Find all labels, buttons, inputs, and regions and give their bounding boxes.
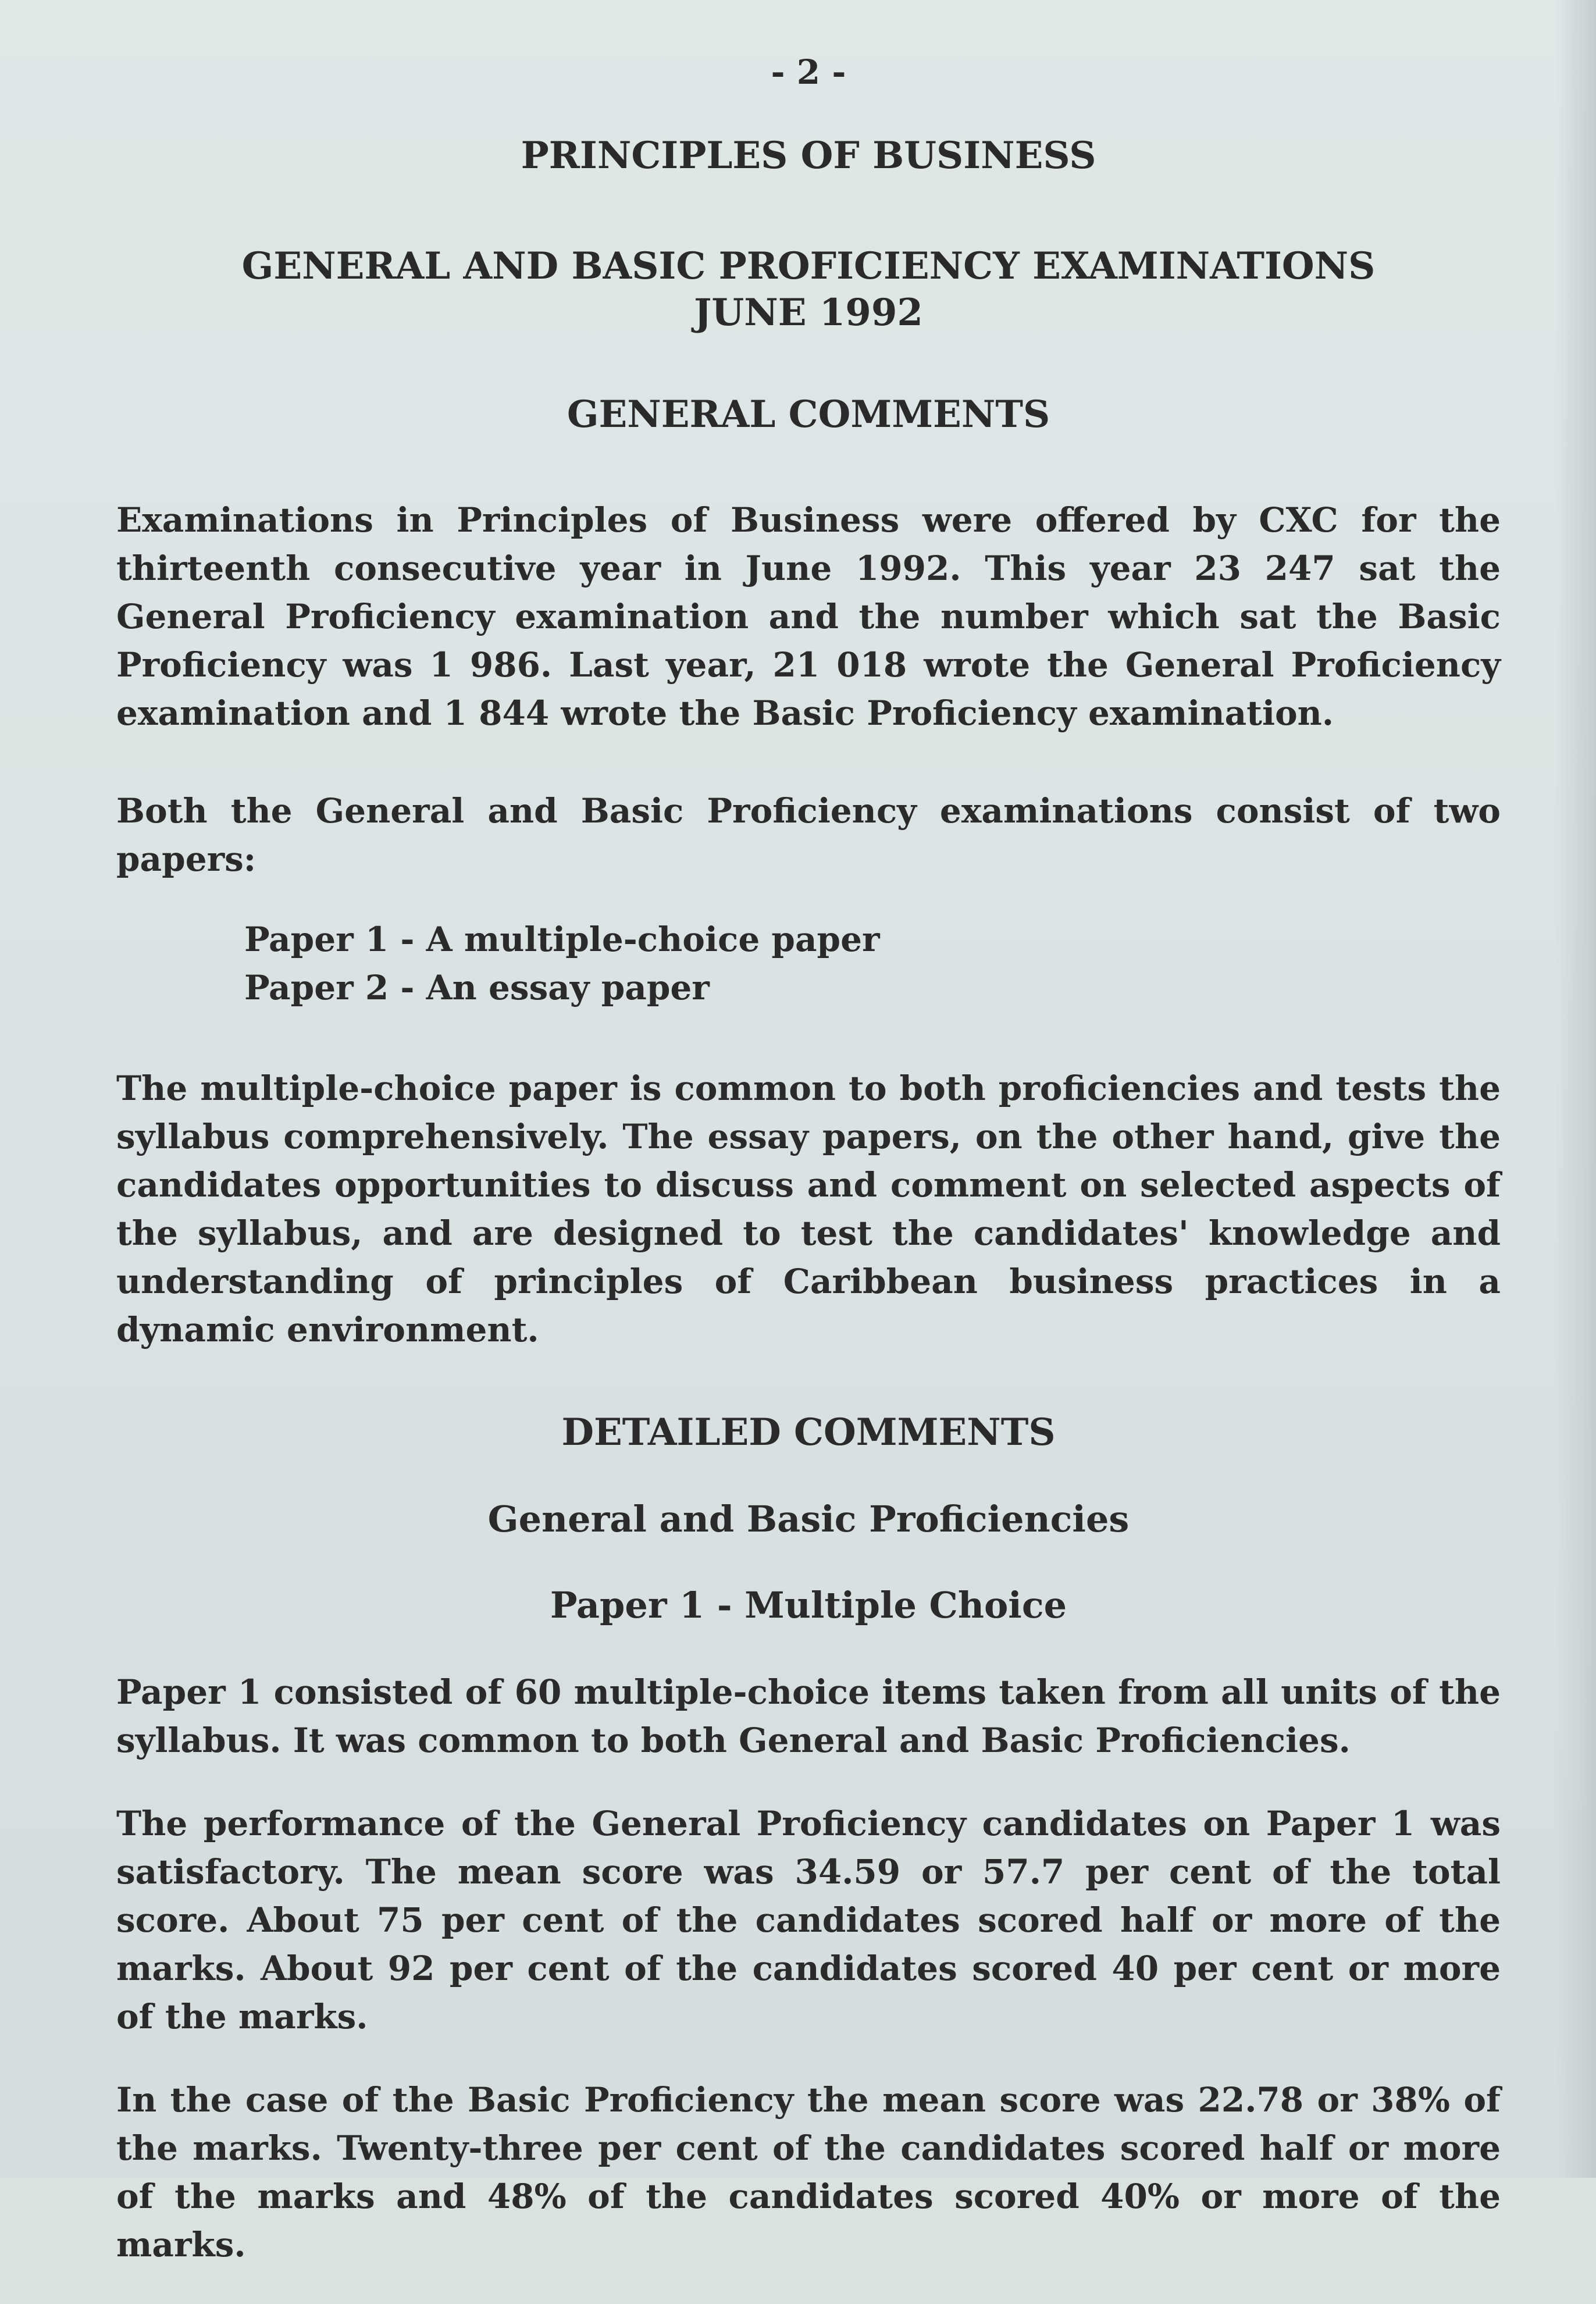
paper1-description-paragraph: Paper 1 consisted of 60 multiple-choice items taken from all units of the syllabus. It was common to both General and Basic Proficiencies. <box>116 1672 1501 1760</box>
detailed-comments-heading: DETAILED COMMENTS <box>561 1411 1056 1454</box>
subtitle-line-1: GENERAL AND BASIC PROFICIENCY EXAMINATIONS <box>241 244 1376 288</box>
subtitle-line-2: JUNE 1992 <box>694 291 923 334</box>
page-number: - 2 - <box>771 52 846 92</box>
general-proficiency-performance-paragraph: The performance of the General Proficiency candidates on Paper 1 was satisfactory. The mean score was 34.59 or 57.7 per cent of the total score. About 75 per cent of the candidates scored half or more of the marks. About 92 per cent of the candidates scored 40 per cent or more of the marks. <box>116 1804 1501 2036</box>
basic-proficiency-performance-paragraph: In the case of the Basic Proficiency the mean score was 22.78 or 38% of the marks. Twenty-three per cent of the candidates scored half or more of the marks and 48% of the candidates scored 40% or more of the marks. <box>116 2080 1501 2264</box>
proficiencies-heading: General and Basic Proficiencies <box>487 1498 1130 1540</box>
document-content <box>116 52 1501 2304</box>
list-item: Paper 2 - An essay paper <box>244 968 710 1007</box>
document-title: PRINCIPLES OF BUSINESS <box>521 134 1096 177</box>
papers-list <box>116 916 1501 1012</box>
general-comments-heading: GENERAL COMMENTS <box>567 393 1050 436</box>
papers-intro-paragraph: Both the General and Basic Proficiency examinations consist of two papers: <box>116 791 1501 879</box>
exam-subtitle <box>116 243 1501 336</box>
multiple-choice-paragraph: The multiple-choice paper is common to both proficiencies and tests the syllabus comprehensively. The essay papers, on the other hand, give the candidates opportunities to discuss and comment on selected aspects of the syllabus, and are designed to test the candidates' knowledge and understanding of principles of Caribbean business practices in a dynamic environment. <box>116 1069 1501 1349</box>
list-item: Paper 1 - A multiple-choice paper <box>244 920 880 959</box>
page-edge-shadow <box>1555 0 1596 2178</box>
paper1-heading: Paper 1 - Multiple Choice <box>550 1583 1067 1626</box>
intro-paragraph: Examinations in Principles of Business were offered by CXC for the thirteenth consecutive year in June 1992. This year 23 247 sat the General Proficiency examination and the number which sat the Basic Proficiency was 1 986. Last year, 21 018 wrote the General Proficiency examination and 1 844 wrote the Basic Proficiency examination. <box>116 500 1501 733</box>
